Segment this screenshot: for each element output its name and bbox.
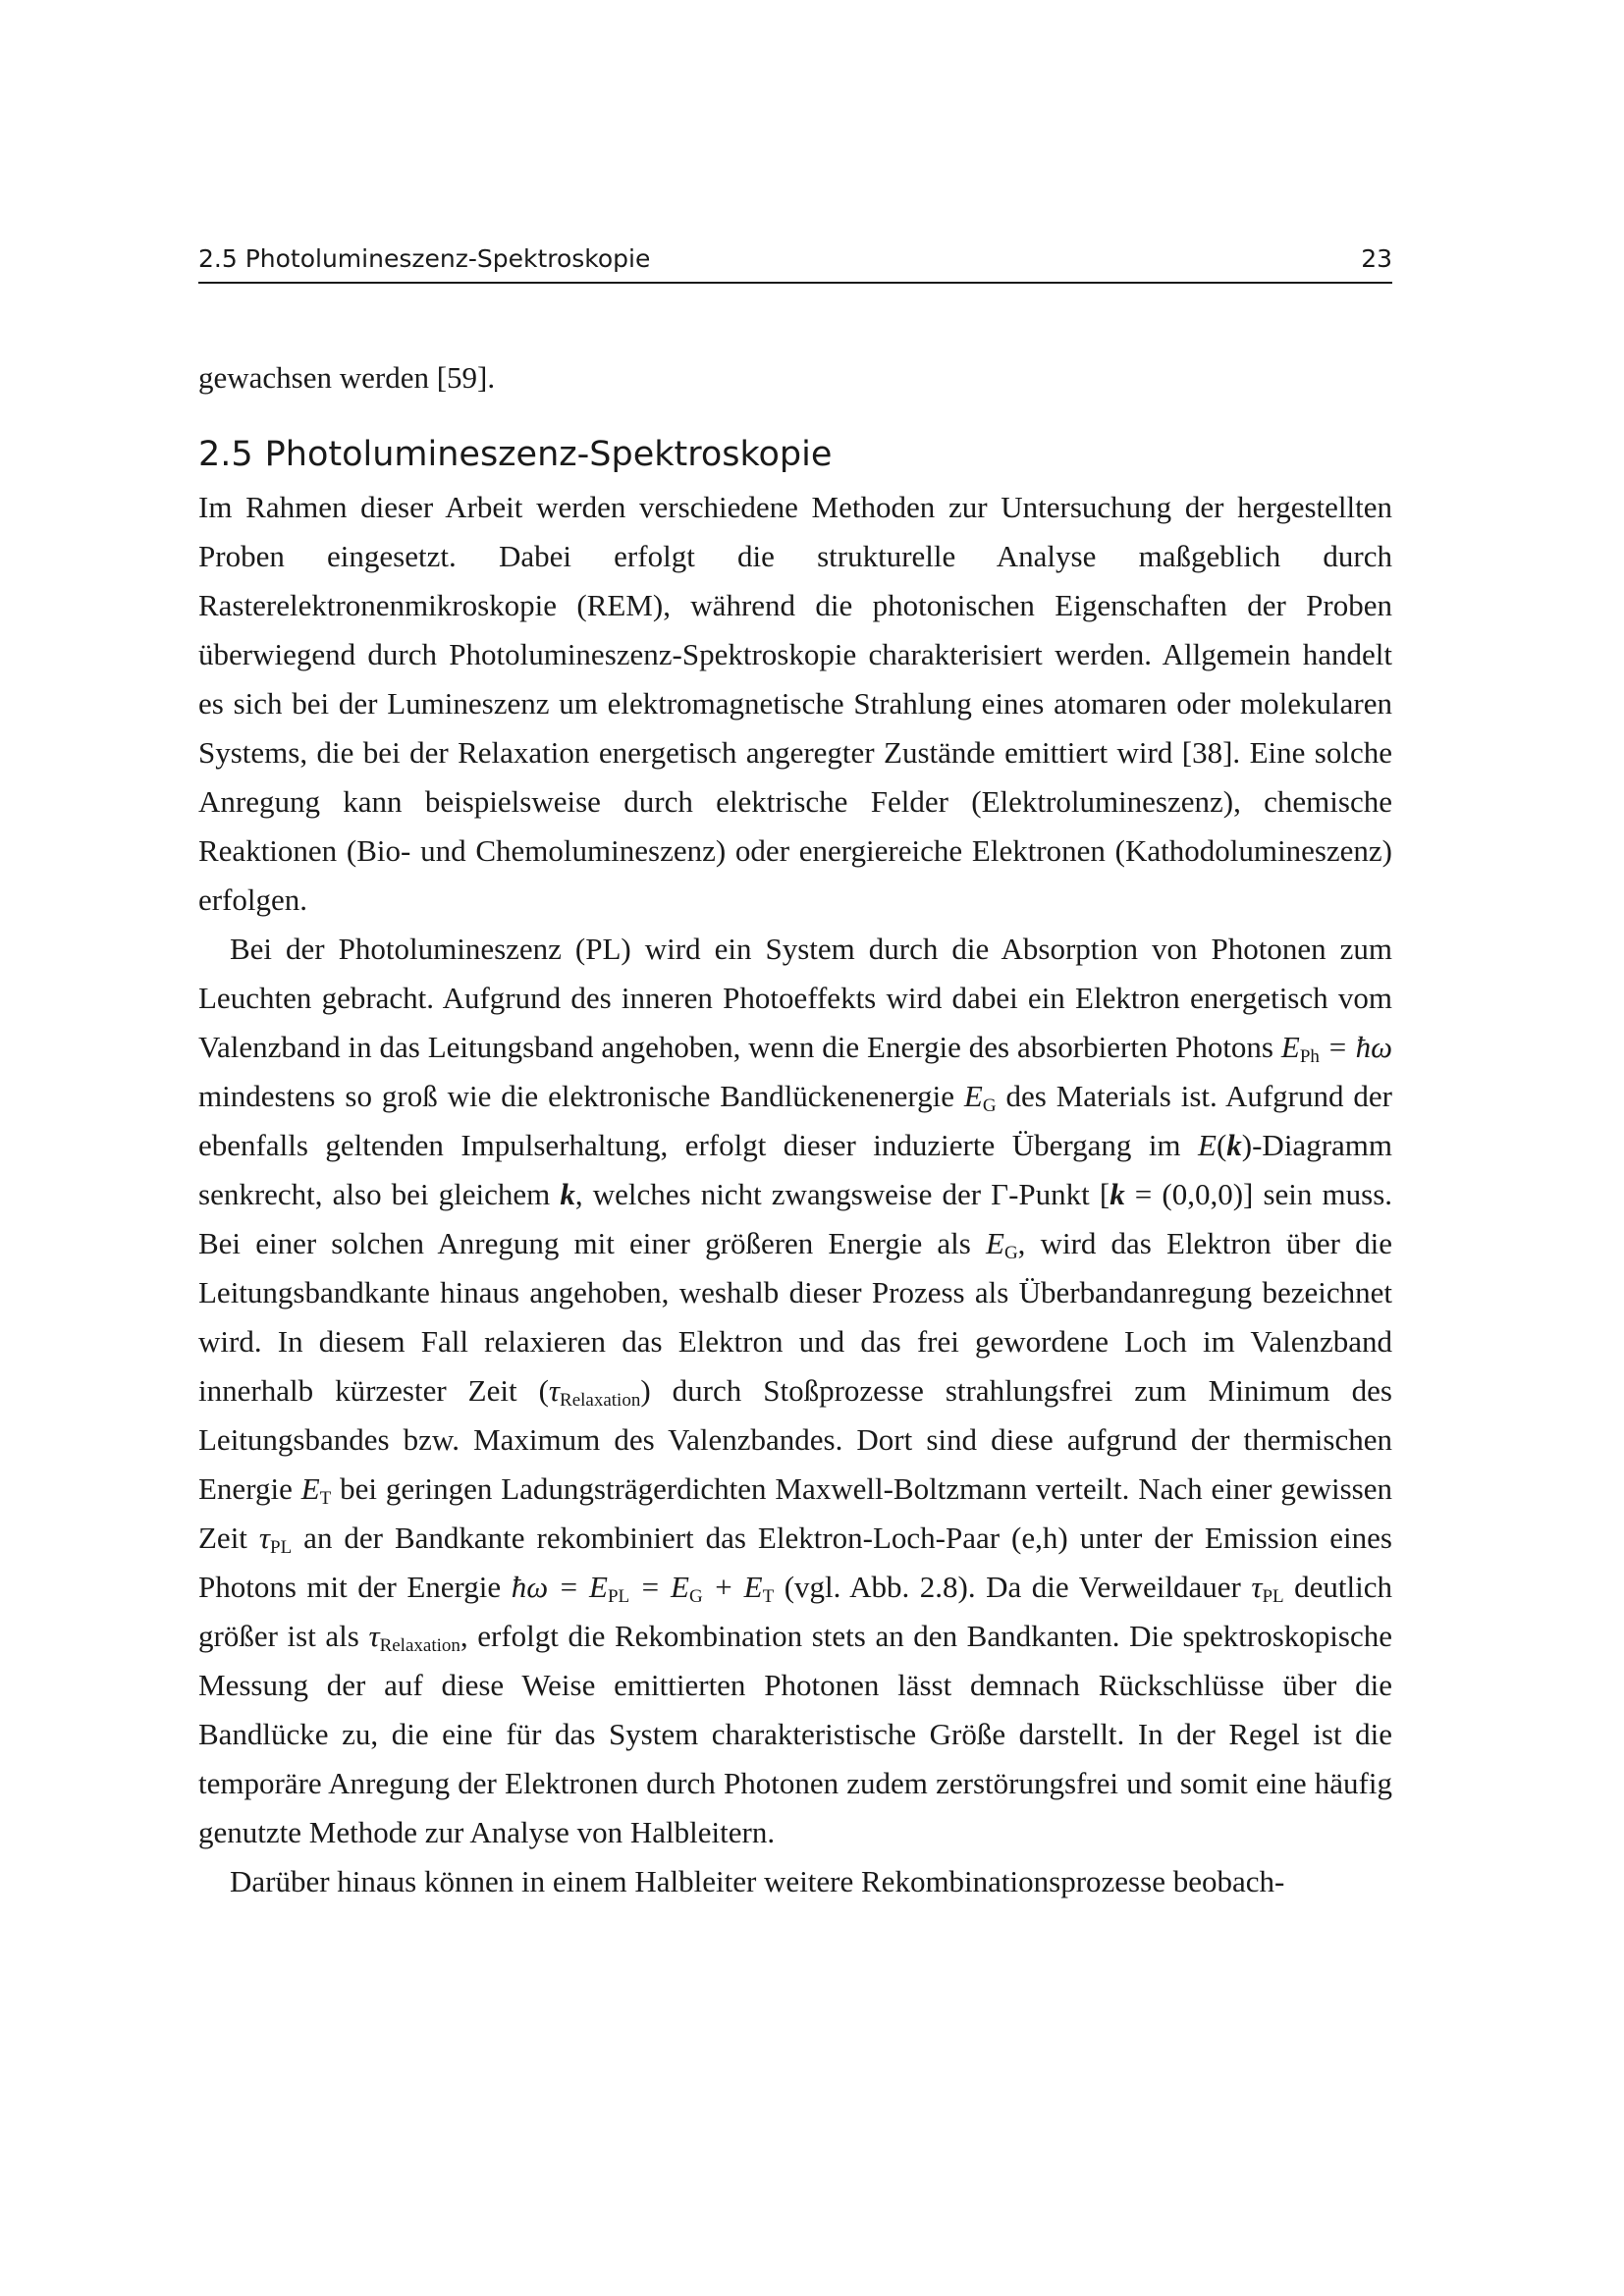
math-e-ph: $E_{Ph}$ = ħω: [1280, 1030, 1392, 1067]
paragraph-1: Im Rahmen dieser Arbeit werden verschiedene Methoden zur Untersuchung der hergestellten Proben eingesetzt. Dabei erfolgt die strukturelle Analyse maßgeblich durch Rasterelektronenmikroskopie (REM), während die photonischen Eigenschaften der Proben überwiegend durch Photolumineszenz-Spektroskopie charakterisiert werden. Allgemein handelt es sich bei der Lumineszenz um elektromagnetische Strahlung eines atomaren oder molekularen Systems, die bei der Relaxation energetisch angeregter Zustände emittiert wird [38]. Eine solche Anregung kann beispielsweise durch elektrische Felder (Elektrolumineszenz), chemische Reaktionen (Bio- und Chemolumineszenz) oder energiereiche Elektronen (Kathodolumineszenz) erfolgen.: [198, 490, 1392, 917]
body-text: [198, 353, 1392, 1906]
paragraph-3: Darüber hinaus können in einem Halbleiter weitere Rekombinationsprozesse beobach-: [230, 1864, 1285, 1898]
p2-text-5: , welches nicht zwangsweise der Γ-Punkt [: [574, 1177, 1110, 1211]
math-tau-relaxation-2: $\tau_{Relaxation}$: [368, 1619, 460, 1656]
p2-text-7: , wird das Elektron über die Leitungsbandkante hinaus angehoben, weshalb dieser Prozess als Überbandanregung bezeichnet wird. In diesem Fall relaxieren das Elektron und das frei gewordene Loch im Valenzband innerhalb kürzester Zeit (: [198, 1226, 1392, 1408]
math-k-value: = (0,0,0): [1124, 1177, 1244, 1211]
p2-text-10: an der Bandkante rekombiniert das Elektron-Loch-Paar (e,h) unter der Emission eines Photons mit der Energie: [198, 1521, 1392, 1604]
p2-text-1: Bei der Photolumineszenz (PL) wird ein System durch die Absorption von Photonen zum Leuchten gebracht. Aufgrund des inneren Photoeffekts wird dabei ein Elektron energetisch vom Valenzband in das Leitungsband angehoben, wenn die Energie des absorbierten Photons: [198, 932, 1392, 1064]
p2-text-13: , erfolgt die Rekombination stets an den Bandkanten. Die spektroskopische Messung der auf diese Weise emittierten Photonen lässt demnach Rückschlüsse über die Bandlücke zu, die eine für das System charakteristische Größe darstellt. In der Regel ist die temporäre Anregung der Elektronen durch Photonen zudem zerstörungsfrei und somit eine häufig genutzte Methode zur Analyse von Halbleitern.: [198, 1619, 1392, 1849]
p2-text-6: ] sein muss. Bei einer solchen Anregung mit einer größeren Energie als: [198, 1177, 1393, 1260]
running-head: [198, 240, 1392, 284]
math-k-vector: k: [1110, 1177, 1125, 1211]
p2-text-2: mindestens so groß wie die elektronische Bandlückenenergie: [198, 1079, 964, 1113]
section-number: 2.5: [198, 435, 253, 474]
running-head-section: 2.5 Photolumineszenz-Spektroskopie: [198, 244, 651, 273]
section-heading: [198, 430, 1392, 479]
p2-text-3: des Materials ist. Aufgrund der ebenfalls geltenden Impulserhaltung, erfolgt dieser induzierte Übergang im: [198, 1079, 1392, 1162]
p2-text-8: ) durch Stoßprozesse strahlungsfrei zum Minimum des Leitungsbandes bzw. Maximum des Valenzbandes. Dort sind diese aufgrund der thermischen Energie: [198, 1373, 1392, 1506]
p2-text-4: -Diagramm senkrecht, also bei gleichem: [198, 1128, 1392, 1211]
math-tau-relaxation: $\tau_{Relaxation}$: [548, 1373, 641, 1411]
paragraph-2: [198, 925, 1392, 1857]
math-tau-pl: $\tau_{PL}$: [258, 1521, 293, 1558]
p2-text-9: bei geringen Ladungsträgerdichten Maxwell-Boltzmann verteilt. Nach einer gewissen Zeit: [198, 1471, 1392, 1555]
math-e-of-k: E(k): [1198, 1128, 1253, 1162]
p2-text-12: deutlich größer ist als: [198, 1570, 1392, 1653]
math-k: k: [560, 1177, 575, 1211]
math-e-g-2: $E_G$: [986, 1226, 1018, 1263]
math-energy-equation: ħω = $E_{PL} = E_G + E_T$: [511, 1570, 775, 1607]
math-e-t: $E_T$: [300, 1471, 332, 1509]
page-number: 23: [1361, 244, 1392, 273]
section-title: Photolumineszenz-Spektroskopie: [264, 435, 833, 474]
p2-text-11: (vgl. Abb. 2.8). Da die Verweildauer: [774, 1570, 1252, 1604]
lead-line: gewachsen werden [59].: [198, 360, 496, 395]
math-tau-pl-2: $\tau_{PL}$: [1251, 1570, 1284, 1607]
math-e-g: $E_G$: [963, 1079, 997, 1116]
